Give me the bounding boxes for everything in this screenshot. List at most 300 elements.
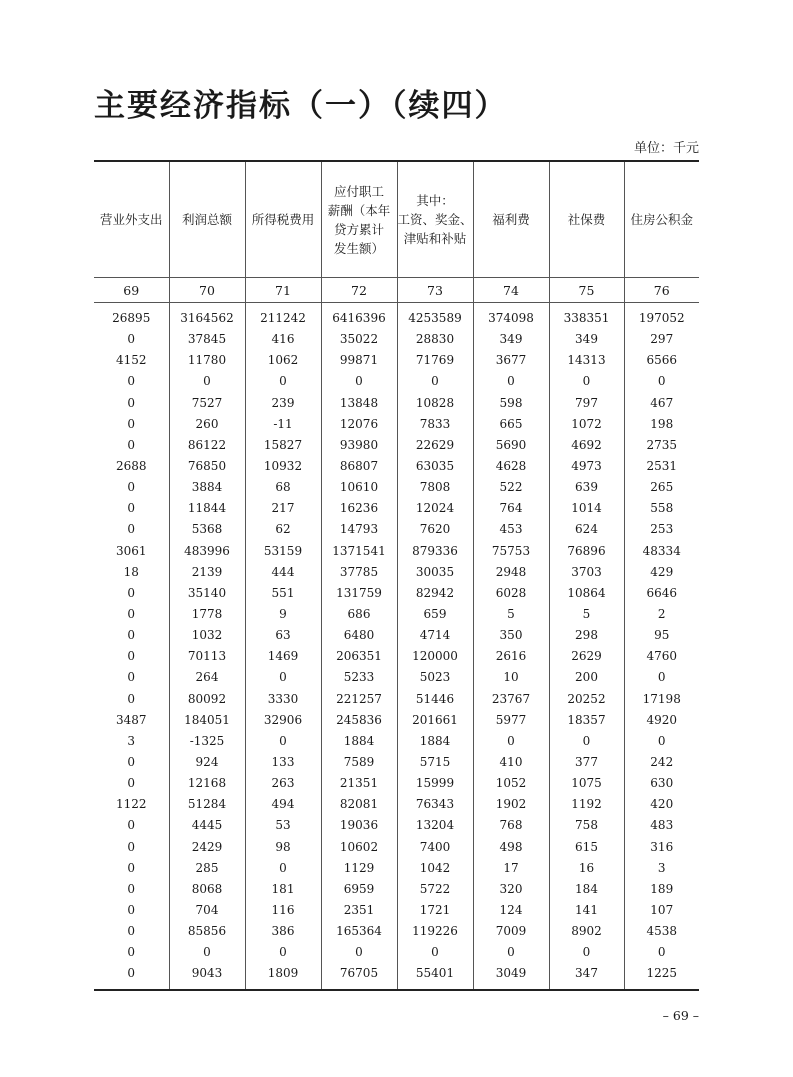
table-cell: 51284: [169, 794, 245, 815]
table-cell: 0: [624, 942, 699, 963]
table-row: [94, 303, 699, 330]
table-cell: 82081: [321, 794, 397, 815]
table-cell: 2735: [624, 435, 699, 456]
table-cell: 316: [624, 837, 699, 858]
column-header: [473, 161, 549, 278]
table-cell: 37845: [169, 329, 245, 350]
table-cell: 4152: [115, 353, 147, 368]
table-cell: 9043: [169, 963, 245, 989]
table-cell: 0: [127, 416, 136, 431]
table-cell: 704: [169, 900, 245, 921]
table-cell: 0: [127, 670, 136, 685]
table-cell: 7400: [397, 837, 473, 858]
table-row: [94, 604, 699, 625]
table-cell: -11: [245, 414, 321, 435]
table-row: [94, 477, 699, 498]
table-cell: 285: [169, 858, 245, 879]
table-cell: 53159: [245, 541, 321, 562]
table-row: [94, 710, 699, 731]
table-cell: 184: [549, 879, 624, 900]
table-cell: 349: [473, 329, 549, 350]
table-cell: 0: [127, 585, 136, 600]
table-cell: 4714: [397, 625, 473, 646]
table-cell: 15827: [245, 435, 321, 456]
column-header: [397, 161, 473, 278]
table-cell: 10: [473, 667, 549, 688]
table-cell: 4973: [549, 456, 624, 477]
table-cell: 1052: [473, 773, 549, 794]
table-cell: 551: [245, 583, 321, 604]
table-cell: 1809: [245, 963, 321, 989]
table-row: [94, 689, 699, 710]
table-cell: 7589: [321, 752, 397, 773]
table-row: [94, 963, 699, 989]
table-cell: 0: [127, 966, 136, 981]
table-cell: 639: [549, 477, 624, 498]
table-cell: 120000: [397, 646, 473, 667]
table-cell: 2629: [549, 646, 624, 667]
table-cell: 6416396: [321, 303, 397, 330]
table-cell: 494: [245, 794, 321, 815]
table-row: [94, 371, 699, 392]
table-row: [94, 329, 699, 350]
table-cell: 0: [127, 924, 136, 939]
table-cell: 0: [245, 942, 321, 963]
table-cell: 12076: [321, 414, 397, 435]
table-cell: 0: [397, 371, 473, 392]
table-cell: 15999: [397, 773, 473, 794]
table-cell: 4445: [169, 815, 245, 836]
column-header: [549, 161, 624, 278]
table-cell: 0: [549, 731, 624, 752]
table-cell: 22629: [397, 435, 473, 456]
table-row: [94, 393, 699, 414]
column-number: 73: [397, 278, 473, 303]
table-cell: 32906: [245, 710, 321, 731]
table-cell: 2616: [473, 646, 549, 667]
table-cell: 558: [624, 498, 699, 519]
table-cell: 3061: [115, 543, 147, 558]
table-cell: 201661: [397, 710, 473, 731]
table-cell: 48334: [624, 541, 699, 562]
table-cell: 3: [624, 858, 699, 879]
table-cell: 0: [624, 667, 699, 688]
table-cell: 17: [473, 858, 549, 879]
table-cell: 197052: [624, 303, 699, 330]
table-cell: 3677: [473, 350, 549, 371]
table-cell: 221257: [321, 689, 397, 710]
table-cell: 7620: [397, 519, 473, 540]
table-cell: 253: [624, 519, 699, 540]
table-cell: 0: [127, 691, 136, 706]
table-cell: 63: [245, 625, 321, 646]
column-header-label: 住房公积金: [630, 212, 693, 227]
table-cell: 0: [127, 480, 136, 495]
table-cell: 4920: [624, 710, 699, 731]
table-cell: 0: [127, 522, 136, 537]
table-cell: 4760: [624, 646, 699, 667]
page-number: – 69 –: [662, 1008, 699, 1023]
table-cell: 76896: [549, 541, 624, 562]
table-cell: 1884: [397, 731, 473, 752]
table-cell: 63035: [397, 456, 473, 477]
table-cell: 444: [245, 562, 321, 583]
table-cell: 76850: [169, 456, 245, 477]
table-cell: 8902: [549, 921, 624, 942]
table-cell: 1062: [245, 350, 321, 371]
table-cell: 20252: [549, 689, 624, 710]
table-cell: 0: [549, 371, 624, 392]
table-cell: 0: [473, 731, 549, 752]
table-row: [94, 815, 699, 836]
table-cell: 3884: [169, 477, 245, 498]
table-cell: 3164562: [169, 303, 245, 330]
table-cell: 768: [473, 815, 549, 836]
table-cell: 665: [473, 414, 549, 435]
table-cell: 624: [549, 519, 624, 540]
table-cell: 1469: [245, 646, 321, 667]
table-cell: 0: [245, 371, 321, 392]
table-cell: 924: [169, 752, 245, 773]
table-cell: 10864: [549, 583, 624, 604]
table-cell: 429: [624, 562, 699, 583]
table-cell: 10828: [397, 393, 473, 414]
table-cell: 410: [473, 752, 549, 773]
table-cell: 184051: [169, 710, 245, 731]
table-cell: 5690: [473, 435, 549, 456]
table-cell: 2139: [169, 562, 245, 583]
table-cell: 55401: [397, 963, 473, 989]
table-cell: 0: [624, 731, 699, 752]
table-row: [94, 942, 699, 963]
table-cell: 350: [473, 625, 549, 646]
column-header: [624, 161, 699, 278]
table-cell: 181: [245, 879, 321, 900]
column-number: 72: [321, 278, 397, 303]
column-header-label: 应付职工 薪酬（本年 贷方累计 发生额）: [327, 183, 391, 256]
table-cell: 9: [245, 604, 321, 625]
table-cell: 141: [549, 900, 624, 921]
table-cell: 85856: [169, 921, 245, 942]
table-cell: 1721: [397, 900, 473, 921]
table-cell: 12168: [169, 773, 245, 794]
table-cell: 189: [624, 879, 699, 900]
table-cell: 764: [473, 498, 549, 519]
table-cell: 6959: [321, 879, 397, 900]
table-cell: 3: [127, 733, 136, 748]
table-cell: 420: [624, 794, 699, 815]
column-header: [321, 161, 397, 278]
table-cell: 0: [245, 731, 321, 752]
table-row: [94, 541, 699, 562]
table-row: [94, 625, 699, 646]
table-cell: 68: [245, 477, 321, 498]
table-cell: 1371541: [321, 541, 397, 562]
table-cell: 198: [624, 414, 699, 435]
table-cell: 1884: [321, 731, 397, 752]
table-row: [94, 667, 699, 688]
table-row: [94, 731, 699, 752]
table-cell: 2531: [624, 456, 699, 477]
table-row: [94, 794, 699, 815]
table-cell: 879336: [397, 541, 473, 562]
table-cell: 5: [473, 604, 549, 625]
table-cell: 3330: [245, 689, 321, 710]
table-cell: 498: [473, 837, 549, 858]
table-cell: 0: [473, 942, 549, 963]
table-cell: 10602: [321, 837, 397, 858]
table-cell: 1225: [624, 963, 699, 989]
table-cell: 119226: [397, 921, 473, 942]
table-cell: 6480: [321, 625, 397, 646]
table-cell: 86807: [321, 456, 397, 477]
table-cell: 320: [473, 879, 549, 900]
table-cell: 3487: [115, 712, 147, 727]
column-header-label: 所得税费用: [251, 212, 315, 227]
table-cell: 95: [624, 625, 699, 646]
table-body: [94, 303, 699, 990]
table-cell: 75753: [473, 541, 549, 562]
table-cell: 0: [127, 881, 136, 896]
table-cell: 0: [321, 371, 397, 392]
column-header: [169, 161, 245, 278]
table-cell: 76705: [321, 963, 397, 989]
table-row: [94, 837, 699, 858]
table-cell: 3703: [549, 562, 624, 583]
table-cell: 758: [549, 815, 624, 836]
table-cell: 4538: [624, 921, 699, 942]
table-cell: 99871: [321, 350, 397, 371]
table-cell: 12024: [397, 498, 473, 519]
table-cell: 18: [123, 564, 139, 579]
table-cell: 165364: [321, 921, 397, 942]
table-row: [94, 773, 699, 794]
table-cell: 17198: [624, 689, 699, 710]
column-header-label: 社保费: [567, 212, 606, 227]
table-cell: 0: [127, 818, 136, 833]
table-cell: 16: [549, 858, 624, 879]
table-cell: 0: [127, 437, 136, 452]
table-cell: 116: [245, 900, 321, 921]
table-row: [94, 900, 699, 921]
table-cell: 5233: [321, 667, 397, 688]
table-row: [94, 921, 699, 942]
table-cell: 0: [169, 371, 245, 392]
table-cell: 26895: [112, 311, 151, 326]
table-cell: 0: [245, 667, 321, 688]
table-cell: 21351: [321, 773, 397, 794]
table-cell: 1122: [115, 797, 147, 812]
column-header-label: 其中： 工资、奖金、 津贴和补贴: [397, 193, 473, 246]
table-cell: 264: [169, 667, 245, 688]
table-cell: 2: [624, 604, 699, 625]
table-cell: 0: [169, 942, 245, 963]
table-cell: 2429: [169, 837, 245, 858]
table-cell: 5715: [397, 752, 473, 773]
table-cell: 598: [473, 393, 549, 414]
table-cell: 0: [397, 942, 473, 963]
table-row: [94, 456, 699, 477]
table-cell: 483: [624, 815, 699, 836]
table-cell: 107: [624, 900, 699, 921]
table-cell: 263: [245, 773, 321, 794]
column-header: [245, 161, 321, 278]
table-cell: 13204: [397, 815, 473, 836]
table-cell: 2351: [321, 900, 397, 921]
table-cell: 2948: [473, 562, 549, 583]
table-row: [94, 879, 699, 900]
table-cell: 1014: [549, 498, 624, 519]
table-cell: -1325: [169, 731, 245, 752]
table-cell: 522: [473, 477, 549, 498]
table-cell: 1042: [397, 858, 473, 879]
table-cell: 374098: [473, 303, 549, 330]
table-cell: 347: [549, 963, 624, 989]
table-row: [94, 583, 699, 604]
table-cell: 11844: [169, 498, 245, 519]
table-cell: 377: [549, 752, 624, 773]
table-cell: 6646: [624, 583, 699, 604]
table-cell: 124: [473, 900, 549, 921]
table-cell: 14313: [549, 350, 624, 371]
table-cell: 0: [127, 776, 136, 791]
table-cell: 1072: [549, 414, 624, 435]
column-number: 71: [245, 278, 321, 303]
table-cell: 298: [549, 625, 624, 646]
table-cell: 51446: [397, 689, 473, 710]
table-cell: 53: [245, 815, 321, 836]
column-number: 74: [473, 278, 549, 303]
table-cell: 483996: [169, 541, 245, 562]
table-cell: 659: [397, 604, 473, 625]
table-cell: 260: [169, 414, 245, 435]
table-cell: 10932: [245, 456, 321, 477]
table-row: [94, 435, 699, 456]
table-cell: 0: [549, 942, 624, 963]
table-cell: 1129: [321, 858, 397, 879]
table-cell: 265: [624, 477, 699, 498]
table-cell: 4692: [549, 435, 624, 456]
table-cell: 71769: [397, 350, 473, 371]
table-cell: 5722: [397, 879, 473, 900]
table-row: [94, 519, 699, 540]
table-cell: 7009: [473, 921, 549, 942]
table-cell: 0: [127, 374, 136, 389]
column-number-row: [94, 278, 699, 303]
table-cell: 245836: [321, 710, 397, 731]
table-cell: 1778: [169, 604, 245, 625]
table-cell: 37785: [321, 562, 397, 583]
table-cell: 4628: [473, 456, 549, 477]
table-row: [94, 562, 699, 583]
table-cell: 1032: [169, 625, 245, 646]
table-cell: 5: [549, 604, 624, 625]
table-row: [94, 498, 699, 519]
table-cell: 0: [127, 945, 136, 960]
table-cell: 0: [127, 628, 136, 643]
table-cell: 23767: [473, 689, 549, 710]
column-header-label: 营业外支出: [99, 212, 163, 227]
column-number: 76: [624, 278, 699, 303]
table-cell: 686: [321, 604, 397, 625]
table-cell: 86122: [169, 435, 245, 456]
column-number: 70: [169, 278, 245, 303]
table-cell: 28830: [397, 329, 473, 350]
table-cell: 16236: [321, 498, 397, 519]
table-cell: 7833: [397, 414, 473, 435]
table-cell: 0: [127, 607, 136, 622]
column-number: 69: [123, 282, 140, 298]
table-cell: 467: [624, 393, 699, 414]
table-cell: 0: [127, 501, 136, 516]
table-cell: 30035: [397, 562, 473, 583]
table-cell: 0: [127, 903, 136, 917]
table-cell: 18357: [549, 710, 624, 731]
table-cell: 62: [245, 519, 321, 540]
table-cell: 211242: [245, 303, 321, 330]
table-row: [94, 414, 699, 435]
table-cell: 6028: [473, 583, 549, 604]
table-cell: 1902: [473, 794, 549, 815]
table-cell: 80092: [169, 689, 245, 710]
table-cell: 70113: [169, 646, 245, 667]
header-row: [94, 161, 699, 278]
table-cell: 93980: [321, 435, 397, 456]
table-cell: 0: [321, 942, 397, 963]
table-cell: 76343: [397, 794, 473, 815]
table-cell: 5977: [473, 710, 549, 731]
table-cell: 206351: [321, 646, 397, 667]
table-cell: 131759: [321, 583, 397, 604]
table-cell: 82942: [397, 583, 473, 604]
column-header: [94, 161, 169, 278]
table-cell: 0: [473, 371, 549, 392]
column-header-label: 利润总额: [181, 212, 232, 227]
table-cell: 239: [245, 393, 321, 414]
page-title: 主要经济指标（一）（续四）: [94, 88, 508, 124]
table-row: [94, 646, 699, 667]
column-number: 75: [549, 278, 624, 303]
table-cell: 8068: [169, 879, 245, 900]
table-cell: 10610: [321, 477, 397, 498]
table-cell: 386: [245, 921, 321, 942]
table-cell: 0: [127, 839, 136, 854]
table-cell: 0: [127, 395, 136, 410]
table-cell: 7527: [169, 393, 245, 414]
table-cell: 11780: [169, 350, 245, 371]
table-cell: 797: [549, 393, 624, 414]
table-cell: 2688: [115, 459, 147, 474]
table-cell: 217: [245, 498, 321, 519]
table-cell: 0: [127, 649, 136, 664]
table-row: [94, 858, 699, 879]
table-cell: 0: [127, 860, 136, 875]
table-cell: 5023: [397, 667, 473, 688]
table-cell: 98: [245, 837, 321, 858]
column-header-label: 福利费: [492, 212, 530, 227]
table-cell: 0: [245, 858, 321, 879]
table-cell: 13848: [321, 393, 397, 414]
table-cell: 4253589: [397, 303, 473, 330]
table-cell: 242: [624, 752, 699, 773]
table-cell: 0: [127, 755, 136, 770]
table-cell: 7808: [397, 477, 473, 498]
table-cell: 35022: [321, 329, 397, 350]
table-row: [94, 752, 699, 773]
table-cell: 615: [549, 837, 624, 858]
table-cell: 14793: [321, 519, 397, 540]
table-cell: 6566: [624, 350, 699, 371]
